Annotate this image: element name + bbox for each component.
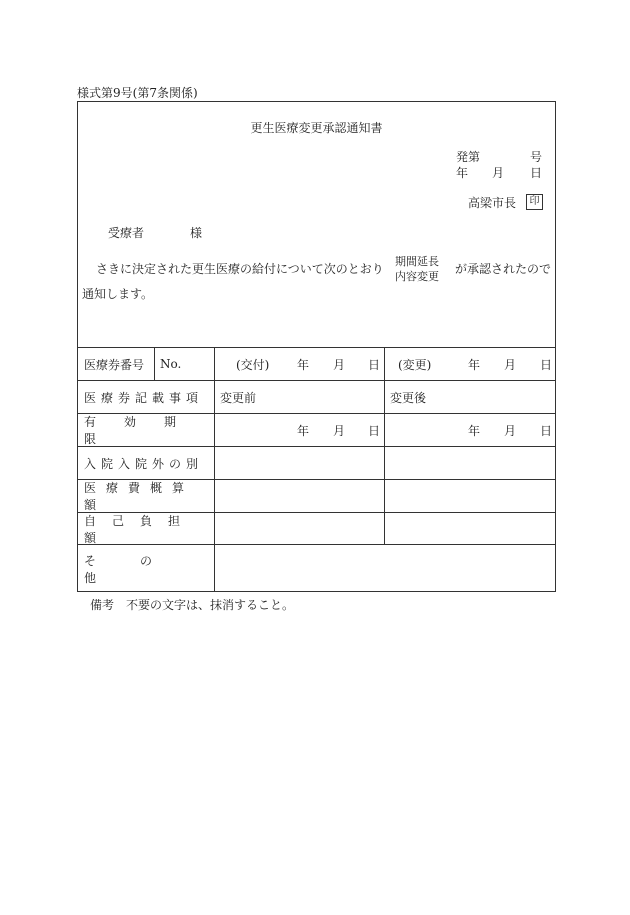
remarks-note: 備考 不要の文字は、抹消すること。 xyxy=(90,598,295,612)
valid-after-month: 月 xyxy=(504,423,517,438)
table-column-divider xyxy=(154,347,155,380)
row-label-ticket-number xyxy=(84,348,148,380)
table-top-rule xyxy=(78,347,555,348)
row-label-other xyxy=(84,545,208,592)
before-change-label: 変更前 xyxy=(220,390,257,405)
valid-after-year: 年 xyxy=(468,423,481,438)
row-label-text: 入院入院外の別 xyxy=(84,456,204,471)
issue-number-suffix: 号 xyxy=(530,150,543,164)
issued-date-month: 月 xyxy=(333,357,346,372)
issued-date-day: 日 xyxy=(368,357,381,372)
row-label-estimated-cost xyxy=(84,480,208,512)
changed-date-day: 日 xyxy=(540,357,553,372)
valid-before-month: 月 xyxy=(333,423,346,438)
body-text-line1: さきに決定された更生医療の給付について次のとおり xyxy=(96,262,384,276)
changed-date-month: 月 xyxy=(504,357,517,372)
row-label-inpatient-type xyxy=(84,447,208,479)
notice-form xyxy=(77,101,556,592)
row-label-text: 有効期限 xyxy=(84,415,205,446)
document-title: 更生医療変更承認通知書 xyxy=(250,121,383,135)
row-label-text: その他 xyxy=(84,553,197,585)
body-text-line2: 通知します。 xyxy=(82,287,154,301)
valid-before-day: 日 xyxy=(368,423,381,438)
option-content-change: 内容変更 xyxy=(395,270,439,283)
recipient-honorific: 様 xyxy=(190,226,203,240)
row-label-copayment xyxy=(84,513,208,545)
option-extension: 期間延長 xyxy=(395,255,439,268)
valid-after-day: 日 xyxy=(540,423,553,438)
issuer-seal xyxy=(526,193,543,210)
issuer-name: 高梁市長 xyxy=(468,196,517,210)
form-number-label: 様式第9号(第7条関係) xyxy=(77,86,198,100)
row-label-text: 自己負担額 xyxy=(84,514,197,545)
changed-tag: (変更) xyxy=(398,357,432,372)
after-change-label: 変更後 xyxy=(390,390,427,405)
row-label-text: 医療券記載事項 xyxy=(84,390,204,405)
changed-date-year: 年 xyxy=(468,357,481,372)
table-column-divider xyxy=(384,347,385,544)
row-label-valid-period xyxy=(84,414,208,446)
row-label-text: 医療費概算額 xyxy=(84,481,195,512)
row-label-text: 医療券番号 xyxy=(84,357,145,372)
issued-date-year: 年 xyxy=(297,357,310,372)
ticket-no-label: No. xyxy=(160,357,182,371)
issue-date-day: 日 xyxy=(530,166,543,180)
seal-stamp: 印 xyxy=(526,194,543,210)
recipient-label: 受療者 xyxy=(108,226,145,240)
issue-date-month: 月 xyxy=(492,166,505,180)
valid-before-year: 年 xyxy=(297,423,310,438)
issued-tag: (交付) xyxy=(236,357,270,372)
row-label-ticket-items xyxy=(84,381,208,413)
body-text-line1-end: が承認されたので xyxy=(455,262,552,276)
issue-date-year: 年 xyxy=(456,166,469,180)
table-column-divider xyxy=(214,347,215,592)
issue-number-prefix: 発第 xyxy=(456,150,481,164)
